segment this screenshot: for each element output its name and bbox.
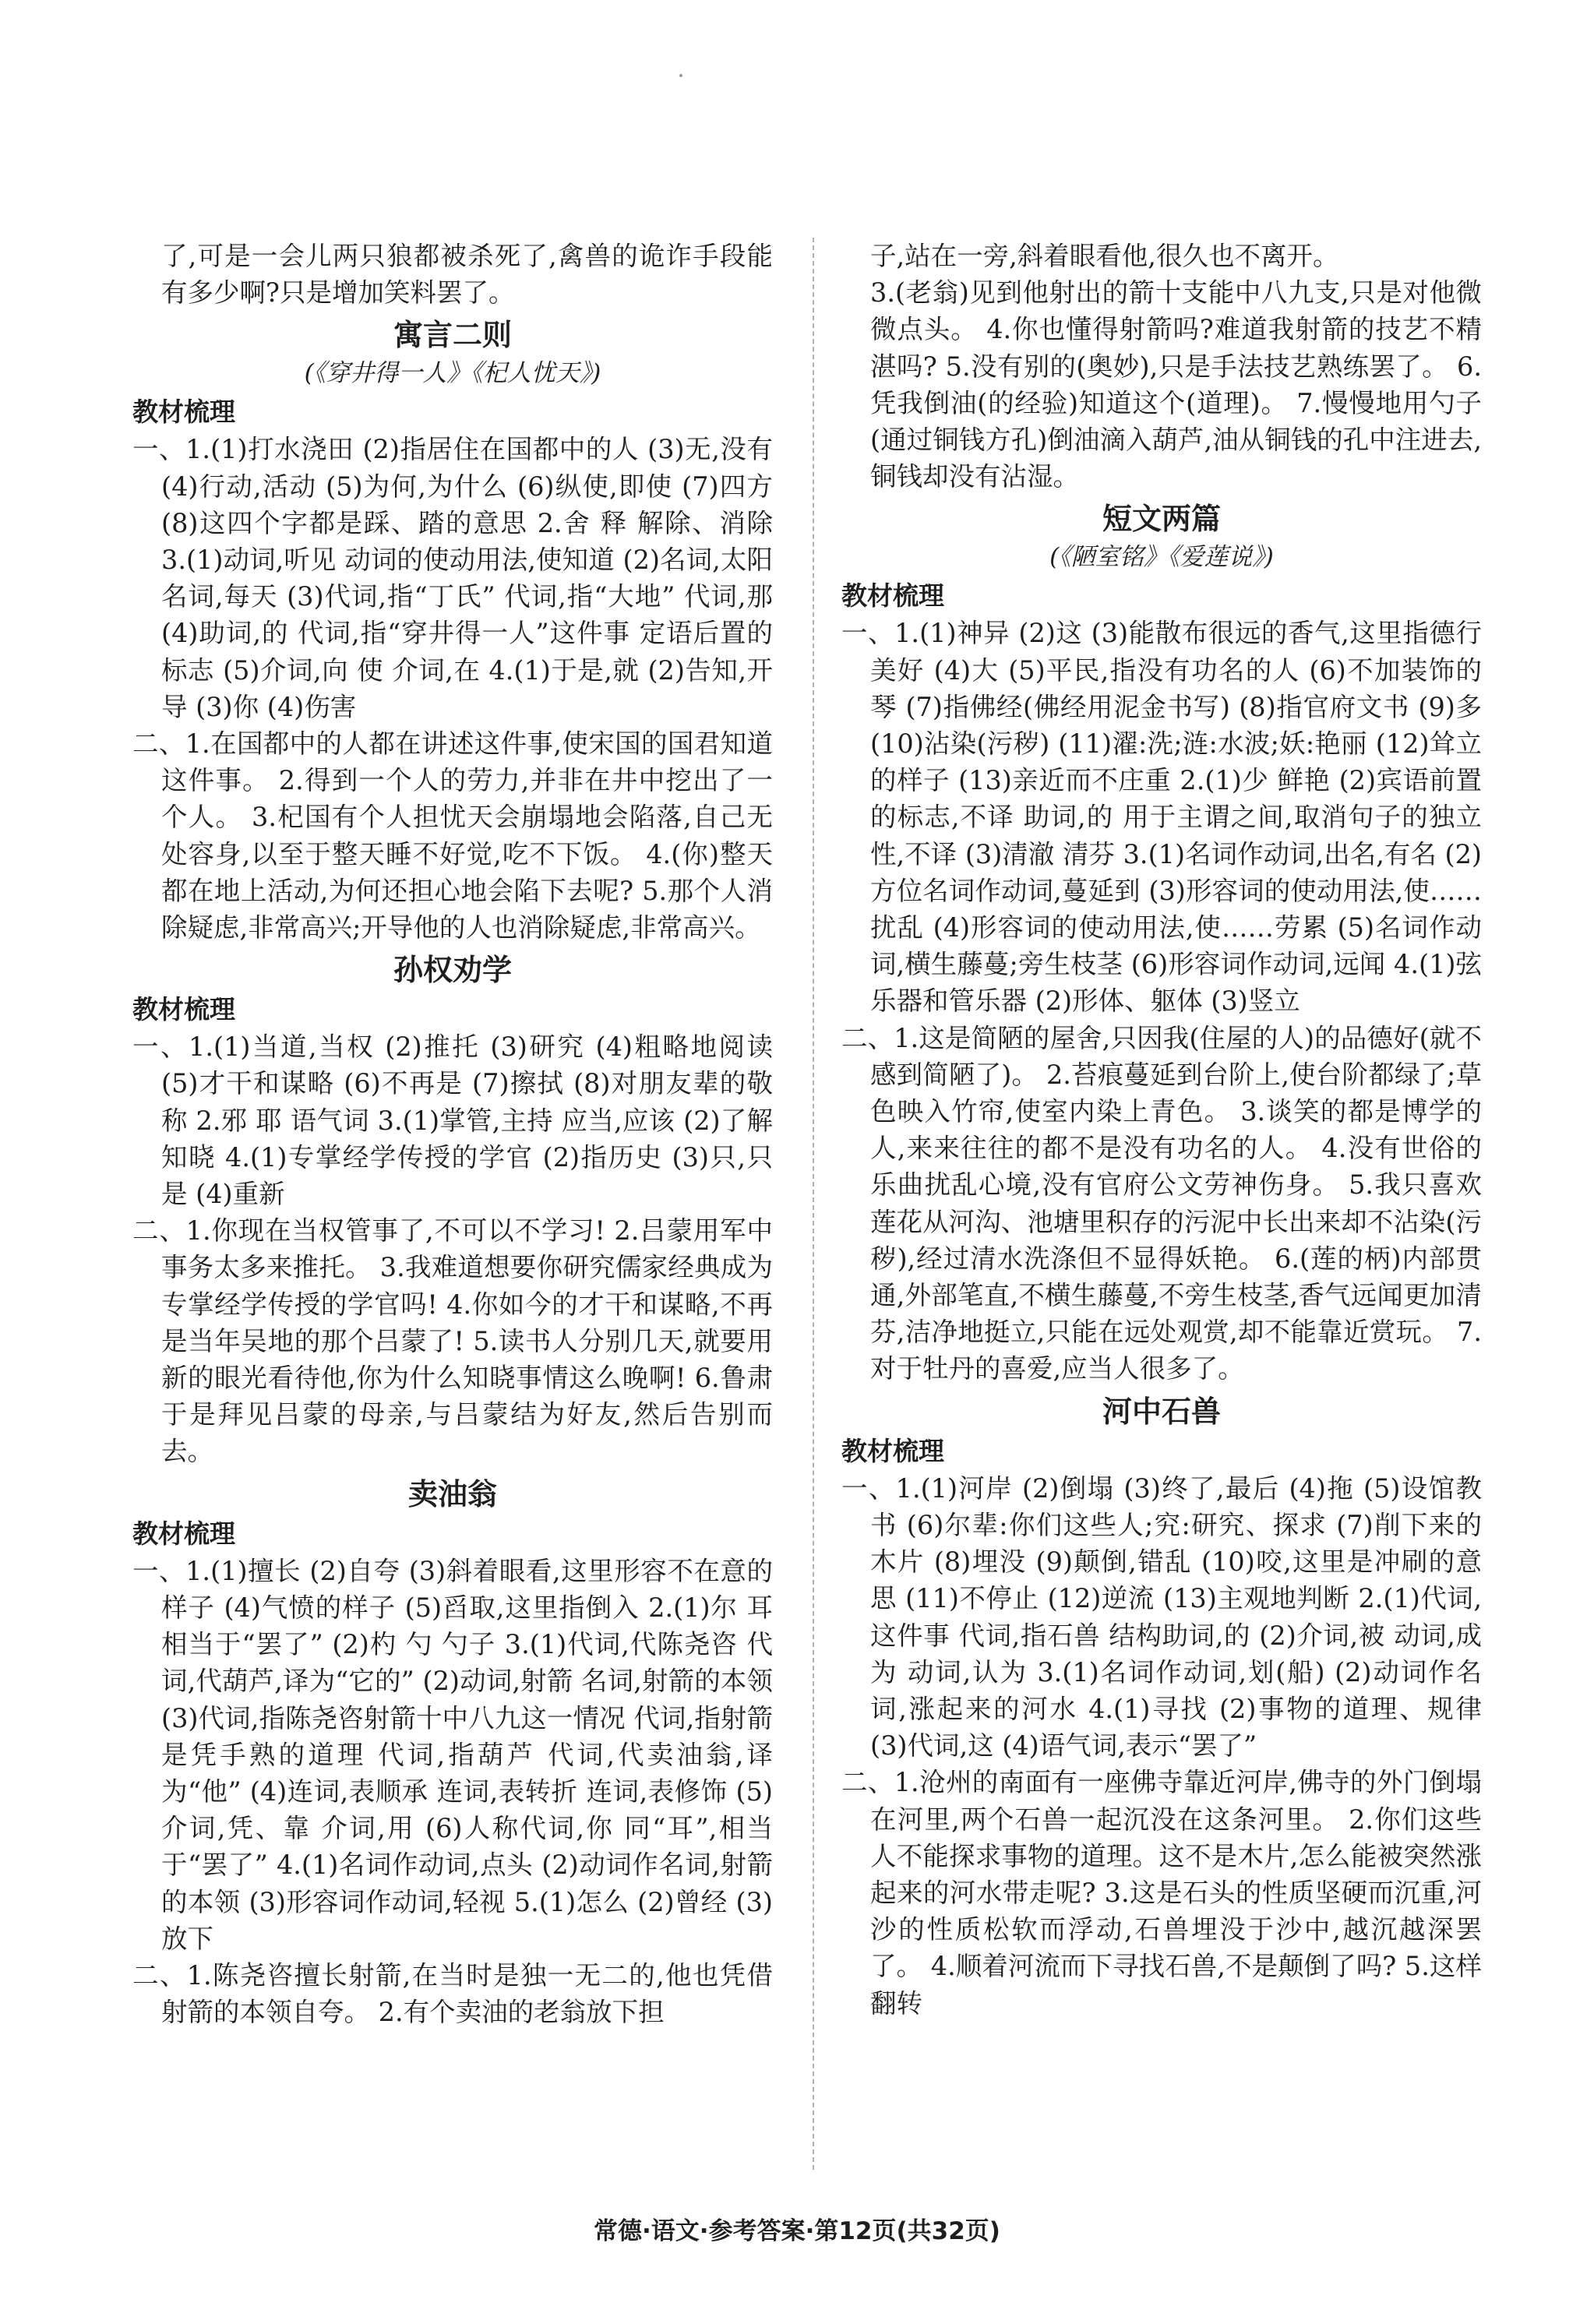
section-label: 教材梳理 bbox=[841, 580, 944, 612]
right-column bbox=[841, 238, 1482, 2022]
answer-paragraph: 二、1.这是简陋的屋舍,只因我(住屋的人)的品德好(就不感到简陋了)。 2.苔痕蔓延到台阶上,使台阶都绿了;草色映入竹帘,使室内染上青色。 3.谈笑的都是博学的人,来来往往的都不是没有功名的人。 4.没有世俗的乐曲扰乱心境,没有官府公文劳神伤身。 5.我只喜欢莲花从河沟、池塘里积存的污泥中长出来却不沾染(污秽),经过清水洗涤但不显得妖艳。 6.(莲的柄)内部贯通,外部笔直,不横生藤蔓,不旁生枝茎,香气远闻更加清芬,洁净地挺立,只能在远处观赏,却不能靠近赏玩。 7.对于牡丹的喜爱,应当人很多了。 bbox=[841, 1022, 1482, 1384]
answer-paragraph: 一、1.(1)神异 (2)这 (3)能散布很远的香气,这里指德行美好 (4)大 (5)平民,指没有功名的人 (6)不加装饰的琴 (7)指佛经(佛经用泥金书写) (8)指官府文书 (9)多 (10)沾染(污秽) (11)濯:洗;涟:水波;妖:艳丽 (12)耸立的样子 (13)亲近而不庄重 2.(1)少 鲜艳 (2)宾语前置的标志,不译 助词,的 用于主谓之间,取消句子的独立性,不译 (3)清澈 清芬 3.(1)名词作动词,出名,有名 (2)方位名词作动词,蔓延到 (3)形容词的使动用法,使……扰乱 (4)形容词的使动用法,使……劳累 (5)名词作动词,横生藤蔓;旁生枝茎 (6)形容词作动词,远闻 4.(1)弦乐器和管乐器 (2)形体、躯体 (3)竖立 bbox=[841, 618, 1482, 1017]
answer-paragraph: 一、1.(1)河岸 (2)倒塌 (3)终了,最后 (4)拖 (5)设馆教书 (6)尔辈:你们这些人;究:研究、探求 (7)削下来的木片 (8)埋没 (9)颠倒,错乱 (10)咬,这里是冲刷的意思 (11)不停止 (12)逆流 (13)主观地判断 2.(1)代词,这件事 代词,指石兽 结构助词,的 (2)介词,被 动词,成为 动词,认为 3.(1)名词作动词,划(船) (2)动词作名词,涨起来的河水 4.(1)寻找 (2)事物的道理、规律 (3)代词,这 (4)语气词,表示“罢了” bbox=[841, 1472, 1483, 1762]
section-title: 卖油翁 bbox=[407, 1476, 497, 1511]
section-title: 河中石兽 bbox=[1102, 1394, 1221, 1429]
answer-paragraph: 一、1.(1)当道,当权 (2)推托 (3)研究 (4)粗略地阅读 (5)才干和谋略 (6)不再是 (7)擦拭 (8)对朋友辈的敬称 2.邪 耶 语气词 3.(1)掌管,主持 应当,应该 (2)了解 知晓 4.(1)专掌经学传授的学官 (2)指历史 (3)只,只是 (4)重新 bbox=[132, 1032, 773, 1210]
section-title: 孙权劝学 bbox=[393, 953, 512, 988]
answer-paragraph: 一、1.(1)打水浇田 (2)指居住在国都中的人 (3)无,没有 (4)行动,活动 (5)为何,为什么 (6)纵使,即使 (7)四方 (8)这四个字都是踩、踏的意思 2.舍 释 解除、消除 3.(1)动词,听见 动词的使动用法,使知道 (2)名词,太阳 名词,每天 (3)代词,指“丁氏” 代词,指“大地” 代词,那 (4)助词,的 代词,指“穿井得一人”这件事 定语后置的标志 (5)介词,向 使 介词,在 4.(1)于是,就 (2)告知,开导 (3)你 (4)伤害 bbox=[132, 434, 773, 722]
intro-paragraph: 子,站在一旁,斜着眼看他,很久也不离开。 bbox=[870, 241, 1339, 271]
intro-paragraph: 了,可是一会儿两只狼都被杀死了,禽兽的诡诈手段能有多少啊?只是增加笑料罢了。 bbox=[161, 241, 773, 309]
section-subtitle: (《穿井得一人》《杞人忧天》) bbox=[304, 359, 601, 388]
column-divider bbox=[813, 238, 814, 2170]
section-label: 教材梳理 bbox=[132, 397, 235, 428]
section-subtitle: (《陋室铭》《爱莲说》) bbox=[1049, 543, 1274, 572]
answer-paragraph: 一、1.(1)擅长 (2)自夸 (3)斜着眼看,这里形容不在意的样子 (4)气愤的样子 (5)舀取,这里指倒入 2.(1)尔 耳 相当于“罢了” (2)杓 勺 勺子 3.(1)代词,代陈尧咨 代词,代葫芦,译为“它的” (2)动词,射箭 名词,射箭的本领 (3)代词,指陈尧咨射箭十中八九这一情况 代词,指射箭是凭手熟的道理 代词,指葫芦 代词,代卖油翁,译为“他” (4)连词,表顺承 连词,表转折 连词,表修饰 (5)介词,凭、靠 介词,用 (6)人称代词,你 同“耳”,相当于“罢了” 4.(1)名词作动词,点头 (2)动词作名词,射箭的本领 (3)形容词作动词,轻视 5.(1)怎么 (2)曾经 (3)放下 bbox=[132, 1555, 773, 1954]
section-label: 教材梳理 bbox=[132, 994, 235, 1025]
answer-paragraph: 二、1.沧州的南面有一座佛寺靠近河岸,佛寺的外门倒塌在河里,两个石兽一起沉没在这条河里。 2.你们这些人不能探求事物的道理。这不是木片,怎么能被突然涨起来的河水带走呢? 3.这是石头的性质坚硬而沉重,河沙的性质松软而浮动,石兽埋没于沙中,越沉越深罢了。 4.顺着河流而下寻找石兽,不是颠倒了吗? 5.这样翻转 bbox=[841, 1767, 1482, 2019]
section-title: 短文两篇 bbox=[1102, 502, 1221, 537]
answer-paragraph: 二、1.你现在当权管事了,不可以不学习! 2.吕蒙用军中事务太多来推托。 3.我难道想要你研究儒家经典成为专掌经学传授的学官吗! 4.你如今的才干和谋略,不再是当年吴地的那个吕蒙了! 5.读书人分别几天,就要用新的眼光看待他,你为什么知晓事情这么晚啊! 6.鲁肃于是拜见吕蒙的母亲,与吕蒙结为好友,然后告别而去。 bbox=[132, 1215, 773, 1467]
left-column bbox=[132, 238, 773, 2030]
section-label: 教材梳理 bbox=[841, 1435, 944, 1466]
answer-paragraph: 二、1.陈尧咨擅长射箭,在当时是独一无二的,他也凭借射箭的本领自夸。 2.有个卖油的老翁放下担 bbox=[132, 1959, 773, 2028]
answer-paragraph: 二、1.在国都中的人都在讲述这件事,使宋国的国君知道这件事。 2.得到一个人的劳力,并非在井中挖出了一个人。 3.杞国有个人担忧天会崩塌地会陷落,自己无处容身,以至于整天睡不好觉,吃不下饭。 4.(你)整天都在地上活动,为何还担心地会陷下去呢? 5.那个人消除疑虑,非常高兴;开导他的人也消除疑虑,非常高兴。 bbox=[132, 728, 773, 943]
section-label: 教材梳理 bbox=[132, 1518, 235, 1549]
scan-dot bbox=[679, 74, 682, 77]
section-title: 寓言二则 bbox=[393, 318, 512, 353]
page-footer: 常德·语文·参考答案·第12页(共32页) bbox=[594, 2217, 1000, 2245]
intro-paragraph: 3.(老翁)见到他射出的箭十支能中八九支,只是对他微微点头。 4.你也懂得射箭吗?难道我射箭的技艺不精湛吗? 5.没有别的(奥妙),只是手法技艺熟练罢了。 6.凭我倒油(的经验)知道这个(道理)。 7.慢慢地用勺子(通过铜钱方孔)倒油滴入葫芦,油从铜钱的孔中注进去,铜钱却没有沾湿。 bbox=[870, 277, 1482, 492]
